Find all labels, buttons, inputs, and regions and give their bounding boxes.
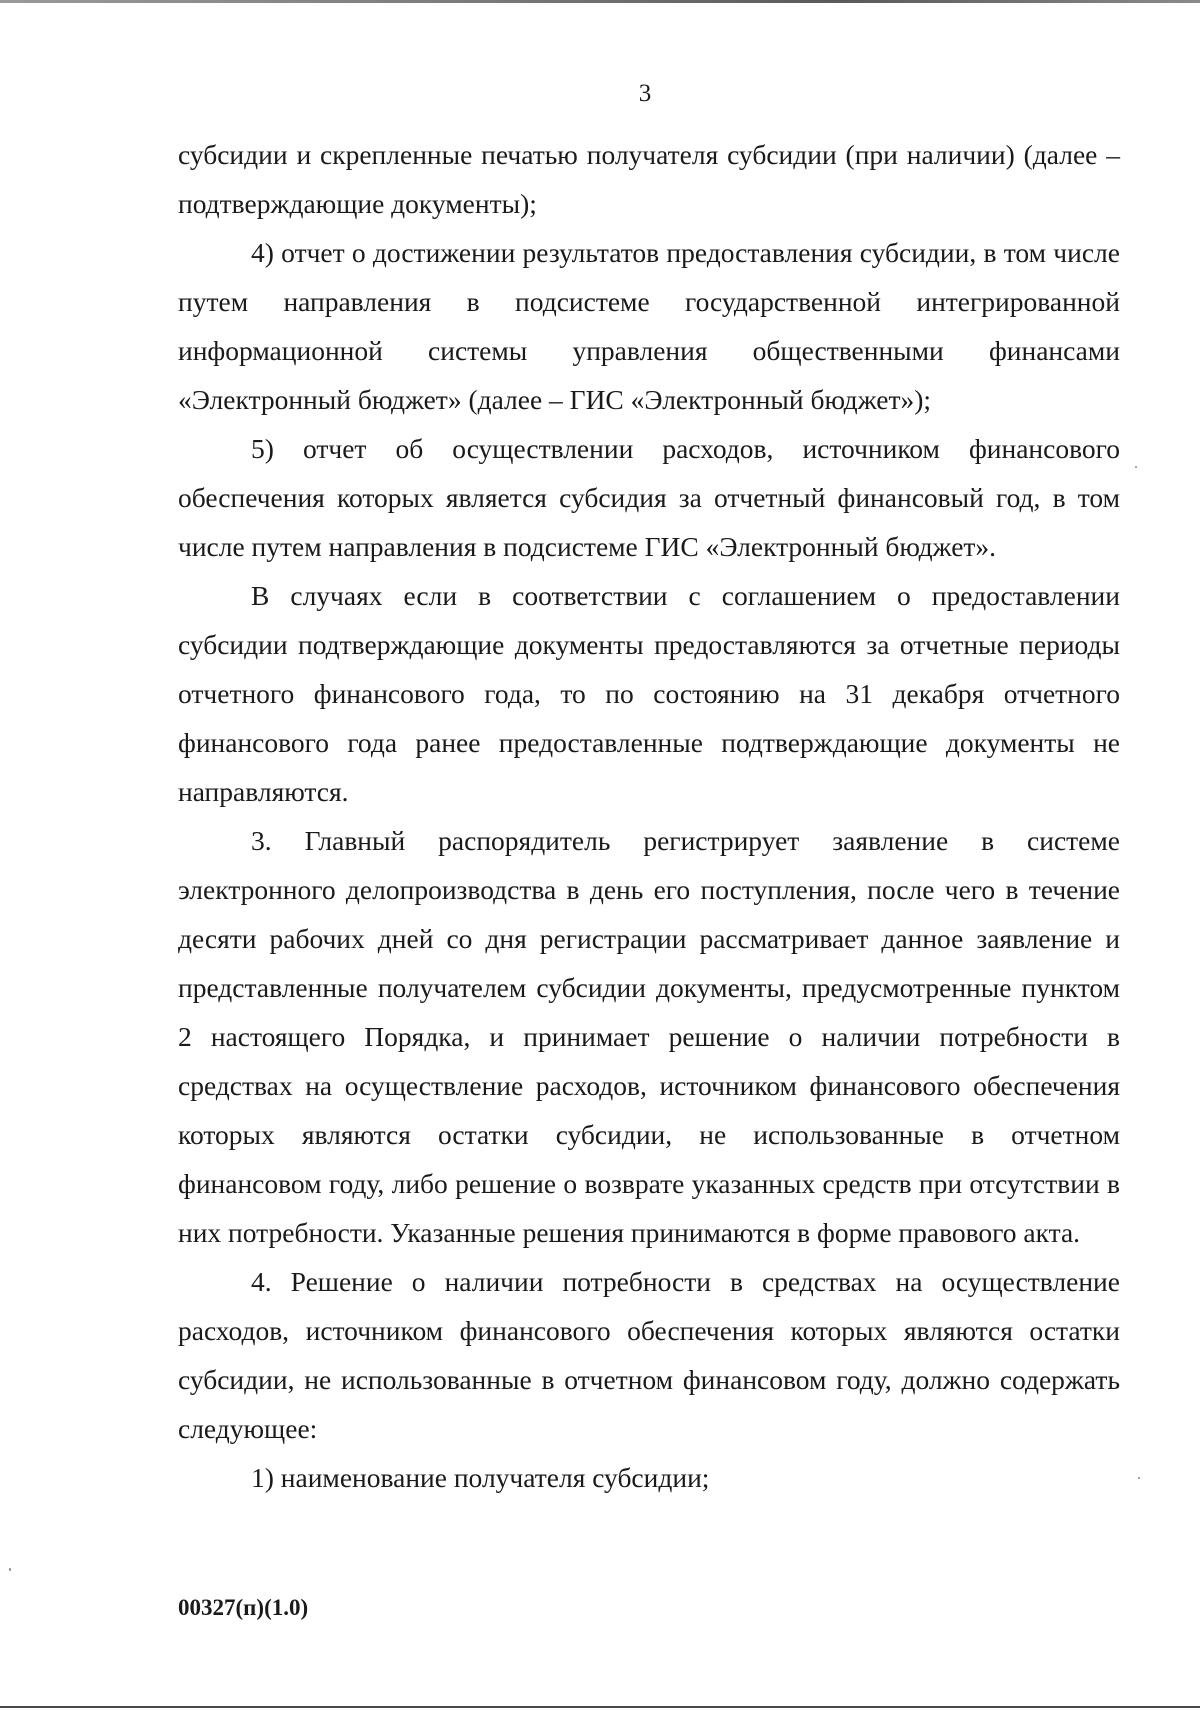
paragraph-item-5: 5) отчет об осуществлении расходов, источником финансового обеспечения которых является субсидия за отчетный финансовый год, в том числе путем направления в подсистеме ГИС «Электронный бюджет». [178,433,1120,562]
scan-speck [9,1568,11,1571]
paragraph-clause-4: 4. Решение о наличии потребности в средствах на осуществление расходов, источником финансового обеспечения которых являются остатки субсидии, не использованные в отчетном финансовом году, должно содержать следующее: [178,1266,1120,1444]
document-code: 00327(п)(1.0) [178,1595,309,1620]
paragraph-clause-3: 3. Главный распорядитель регистрирует заявление в системе электронного делопроизводства в день его поступления, после чего в течение десяти рабочих дней со дня регистрации рассматривает данное заявление и представленные получателем субсидии документы, предусмотренные пунктом 2 настоящего Порядка, и принимает решение о наличии потребности в средствах на осуществление расходов, источником финансового обеспечения которых являются остатки субсидии, не использованные в отчетном финансовом году, либо решение о возврате указанных средств при отсутствии в них потребности. Указанные решения принимаются в форме правового акта. [178,825,1120,1248]
paragraph-item-4: 4) отчет о достижении результатов предоставления субсидии, в том числе путем направления в подсистеме государственной интегрированной информационной системы управления общественными финансами «Электронный бюджет» (далее – ГИС «Электронный бюджет»); [178,237,1120,415]
paragraph-subitem-1: 1) наименование получателя субсидии; [251,1462,710,1493]
scan-speck [1138,1477,1140,1479]
document-body [178,130,1120,1502]
paragraph-continuation: субсидии и скрепленные печатью получателя субсидии (при наличии) (далее – подтверждающие документы); [178,139,1120,219]
scan-edge-bottom [0,1706,1200,1708]
page-number: 3 [638,80,652,107]
scan-edge-top [0,0,1200,3]
scan-speck [1135,466,1137,468]
paragraph-cases: В случаях если в соответствии с соглашением о предоставлении субсидии подтверждающие документы предоставляются за отчетные периоды отчетного финансового года, то по состоянию на 31 декабря отчетного финансового года ранее предоставленные подтверждающие документы не направляются. [178,580,1120,807]
